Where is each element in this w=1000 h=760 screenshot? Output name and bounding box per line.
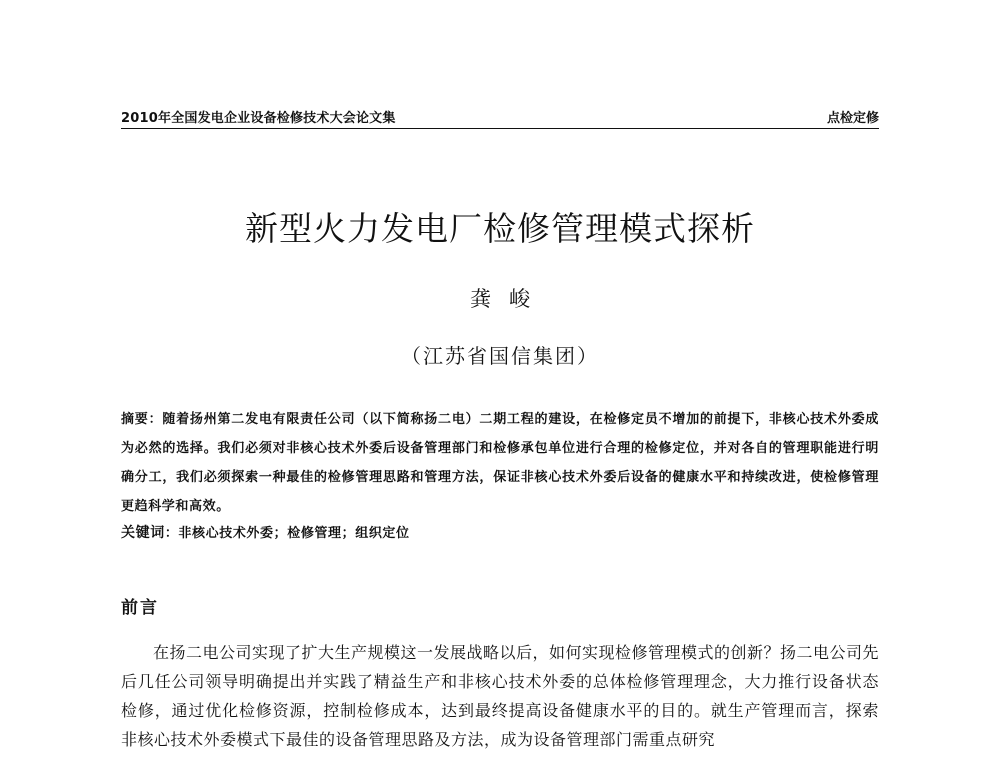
keywords-line [121, 522, 879, 542]
abstract-label: 摘要 [121, 412, 149, 427]
paper-author: 龚峻 [470, 287, 548, 311]
running-header [121, 104, 879, 129]
keywords-text: ：非核心技术外委；检修管理；组织定位 [164, 526, 410, 541]
abstract-paragraph [121, 405, 879, 521]
section-heading-preface: 前言 [121, 598, 159, 618]
body-paragraph: 在扬二电公司实现了扩大生产规模这一发展战略以后，如何实现检修管理模式的创新？扬二电公司先后几任公司领导明确提出并实践了精益生产和非核心技术外委的总体检修管理理念，大力推行设备状态检修，通过优化检修资源，控制检修成本，达到最终提高设备健康水平的目的。就生产管理而言，探索非核心技术外委模式下最佳的设备管理思路及方法，成为设备管理部门需重点研究 [121, 643, 880, 749]
paper-affiliation: （江苏省国信集团） [401, 344, 599, 368]
abstract-text: ：随着扬州第二发电有限责任公司（以下简称扬二电）二期工程的建设，在检修定员不增加的前提下，非核心技术外委成为必然的选择。我们必须对非核心技术外委后设备管理部门和检修承包单位进行合理的检修定位，并对各自的管理职能进行明确分工，我们必须探索一种最佳的检修管理思路和管理方法，保证非核心技术外委后设备的健康水平和持续改进，使检修管理更趋科学和高效。 [121, 412, 879, 514]
keywords-label: 关键词 [121, 525, 165, 541]
paper-title: 新型火力发电厂检修管理模式探析 [245, 209, 755, 248]
header-proceedings-title: 2010年全国发电企业设备检修技术大会论文集 [121, 111, 396, 126]
header-section-label: 点检定修 [826, 111, 879, 126]
